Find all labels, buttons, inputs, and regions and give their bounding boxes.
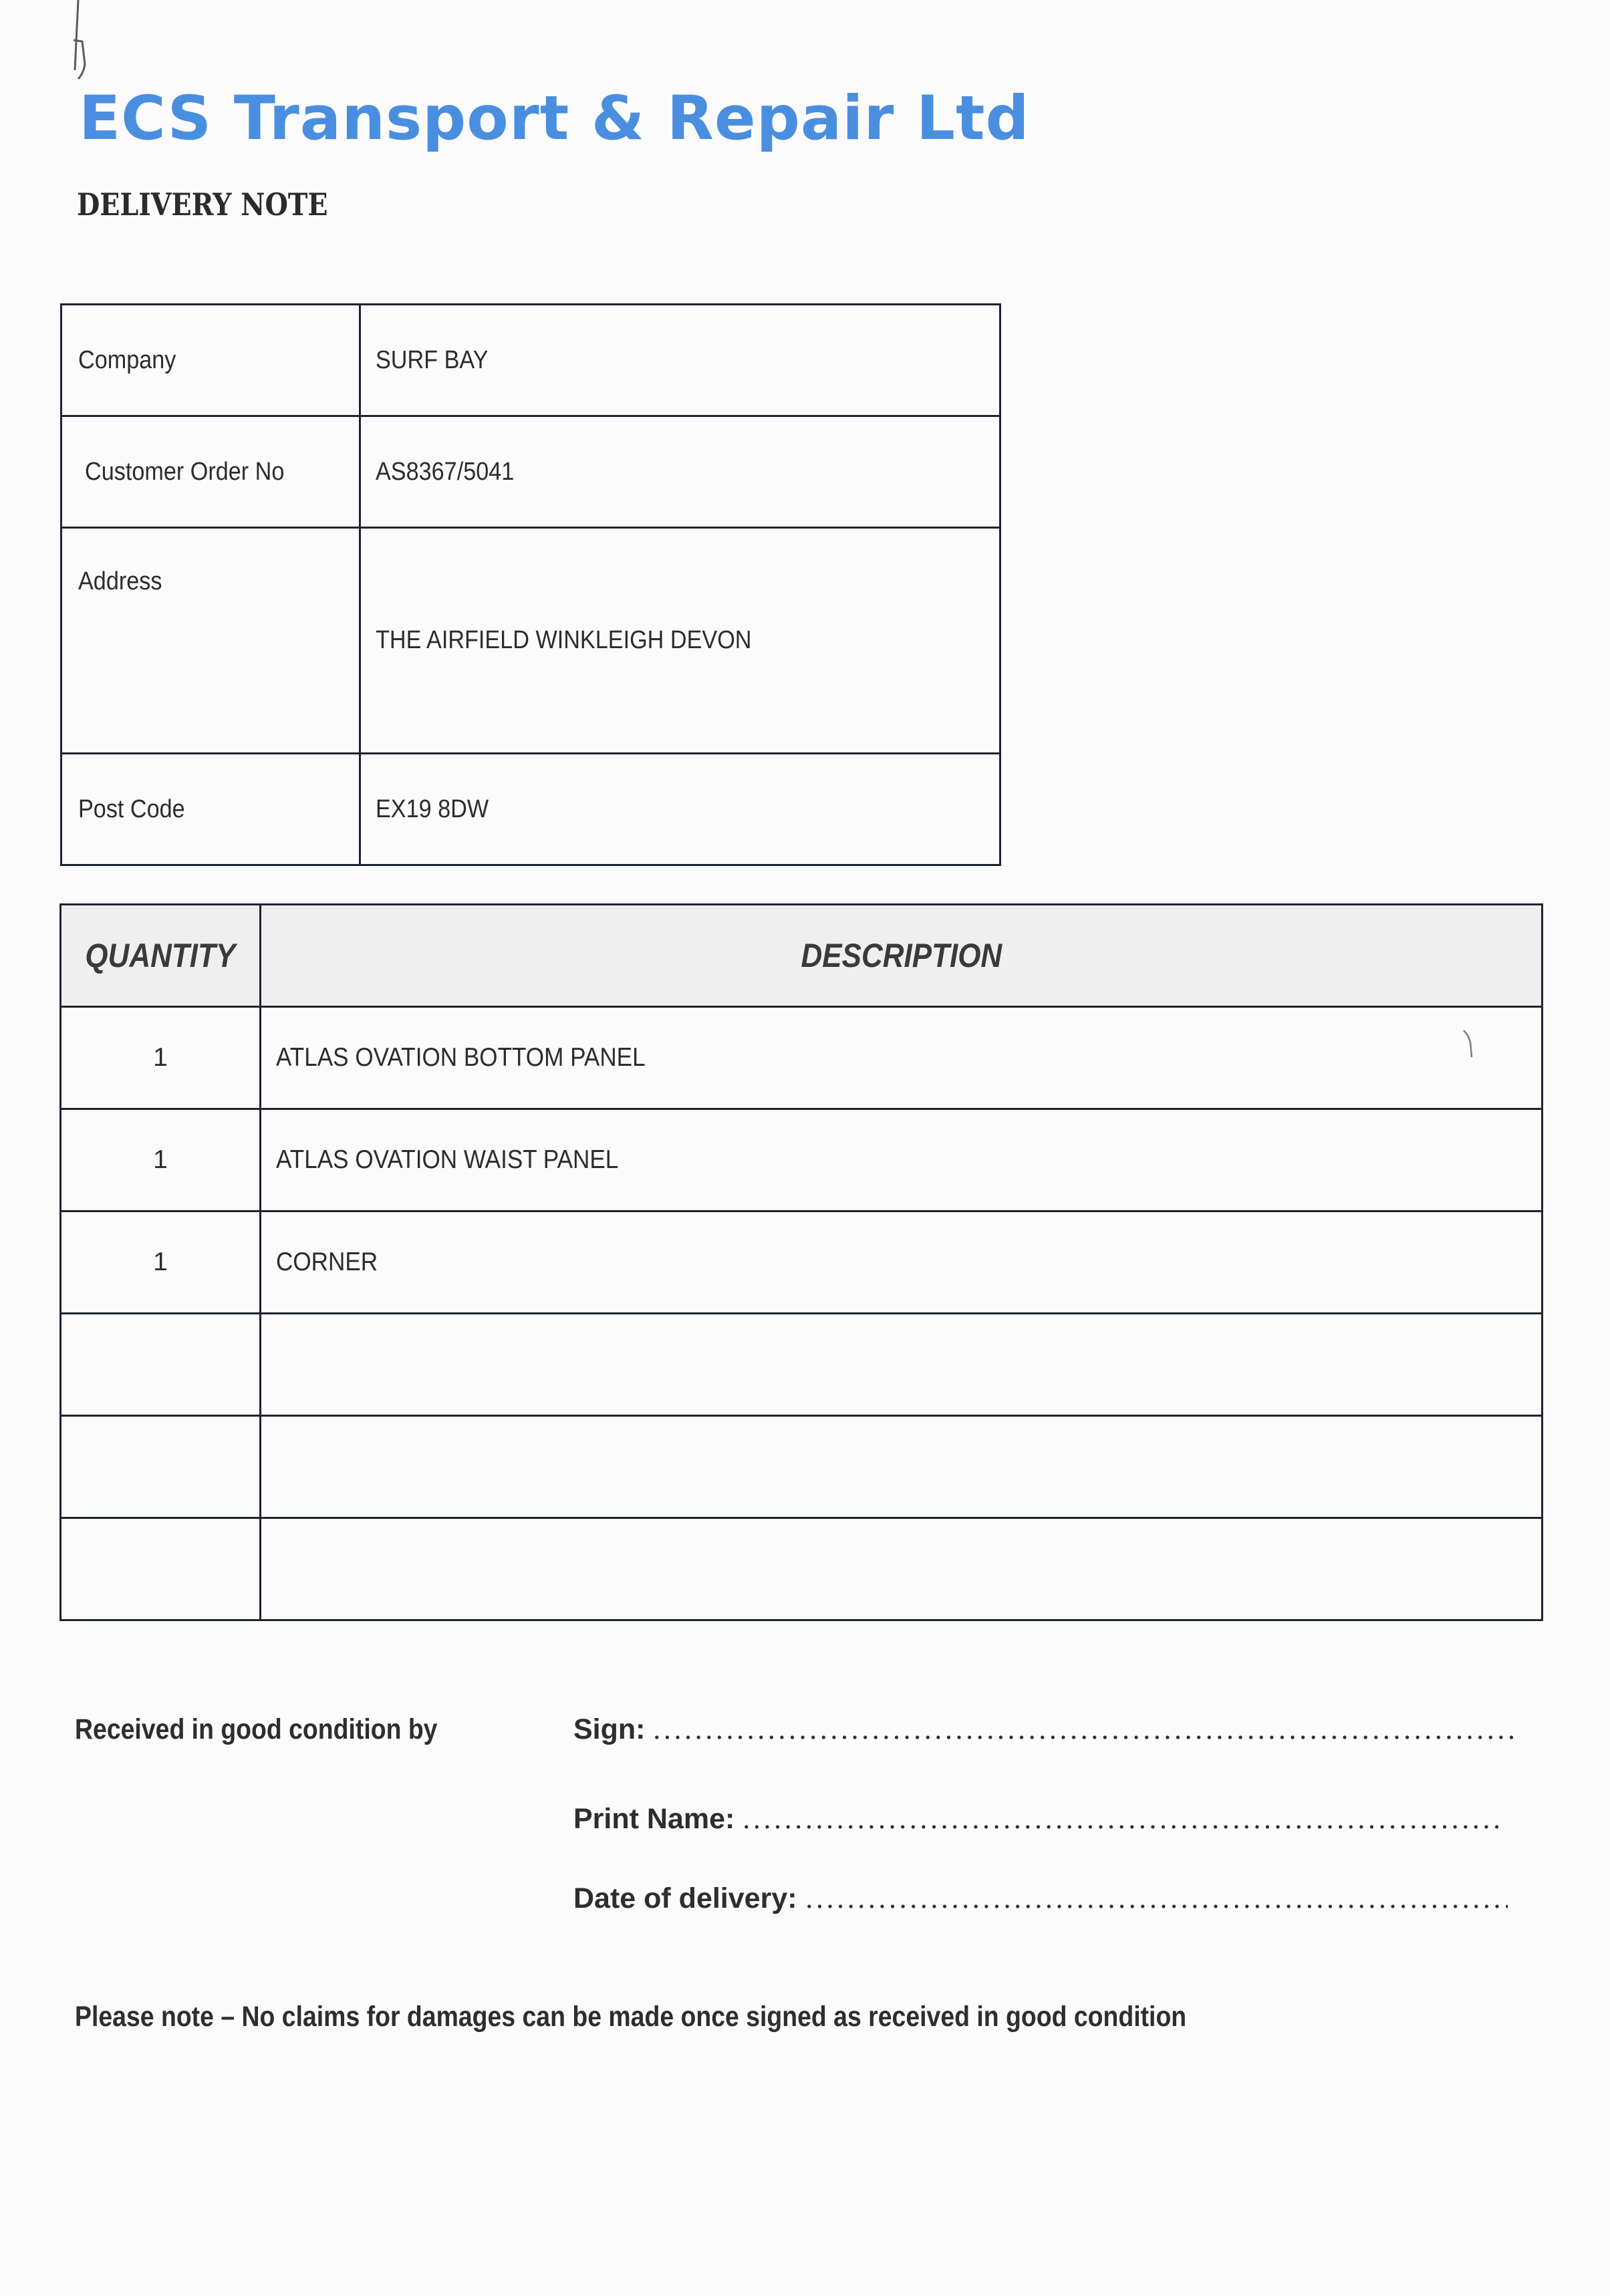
item-description: CORNER bbox=[261, 1211, 1542, 1314]
description-column-header: DESCRIPTION bbox=[261, 905, 1542, 1007]
item-row-empty bbox=[61, 1518, 1542, 1620]
order-no-label: Customer Order No bbox=[61, 416, 360, 528]
item-row bbox=[61, 1109, 1542, 1211]
item-description bbox=[261, 1314, 1542, 1416]
address-value: THE AIRFIELD WINKLEIGH DEVON bbox=[360, 528, 1000, 754]
item-description: ATLAS OVATION BOTTOM PANEL bbox=[261, 1007, 1542, 1109]
quantity-column-header: QUANTITY bbox=[61, 905, 261, 1007]
document-type-heading: DELIVERY NOTE bbox=[77, 186, 328, 223]
info-row-company bbox=[61, 305, 1000, 416]
company-name-heading: ECS Transport & Repair Ltd bbox=[79, 84, 1030, 154]
sign-dotted-line[interactable] bbox=[652, 1735, 1517, 1739]
sign-field[interactable] bbox=[573, 1713, 1517, 1746]
item-description bbox=[261, 1518, 1542, 1620]
address-label: Address bbox=[61, 528, 360, 754]
info-row-address bbox=[61, 528, 1000, 754]
date-of-delivery-field[interactable] bbox=[573, 1882, 1508, 1915]
item-description: ATLAS OVATION WAIST PANEL bbox=[261, 1109, 1542, 1211]
item-quantity: 1 bbox=[61, 1007, 261, 1109]
item-quantity bbox=[61, 1518, 261, 1620]
order-no-value: AS8367/5041 bbox=[360, 416, 1000, 528]
pen-tick-mark bbox=[1462, 1029, 1476, 1059]
company-label: Company bbox=[61, 305, 360, 416]
customer-info-table bbox=[60, 303, 1001, 866]
date-of-delivery-dotted-line[interactable] bbox=[804, 1904, 1508, 1908]
items-header-row bbox=[61, 905, 1542, 1007]
pen-mark bbox=[63, 0, 97, 84]
sign-label: Sign: bbox=[573, 1713, 646, 1745]
item-quantity: 1 bbox=[61, 1109, 261, 1211]
item-description bbox=[261, 1416, 1542, 1518]
received-in-good-condition-label: Received in good condition by bbox=[75, 1713, 438, 1745]
item-row-empty bbox=[61, 1314, 1542, 1416]
items-table bbox=[59, 903, 1543, 1621]
print-name-field[interactable] bbox=[573, 1803, 1502, 1836]
date-of-delivery-label: Date of delivery: bbox=[573, 1882, 797, 1914]
damage-claims-note: Please note – No claims for damages can be made once signed as received in good condition bbox=[75, 2001, 1187, 2033]
print-name-dotted-line[interactable] bbox=[741, 1825, 1502, 1829]
post-code-label: Post Code bbox=[61, 754, 360, 865]
item-quantity: 1 bbox=[61, 1211, 261, 1314]
info-row-order-no bbox=[61, 416, 1000, 528]
item-quantity bbox=[61, 1314, 261, 1416]
item-row bbox=[61, 1211, 1542, 1314]
item-quantity bbox=[61, 1416, 261, 1518]
company-value: SURF BAY bbox=[360, 305, 1000, 416]
print-name-label: Print Name: bbox=[573, 1803, 735, 1835]
item-row-empty bbox=[61, 1416, 1542, 1518]
info-row-post-code bbox=[61, 754, 1000, 865]
item-row bbox=[61, 1007, 1542, 1109]
post-code-value: EX19 8DW bbox=[360, 754, 1000, 865]
